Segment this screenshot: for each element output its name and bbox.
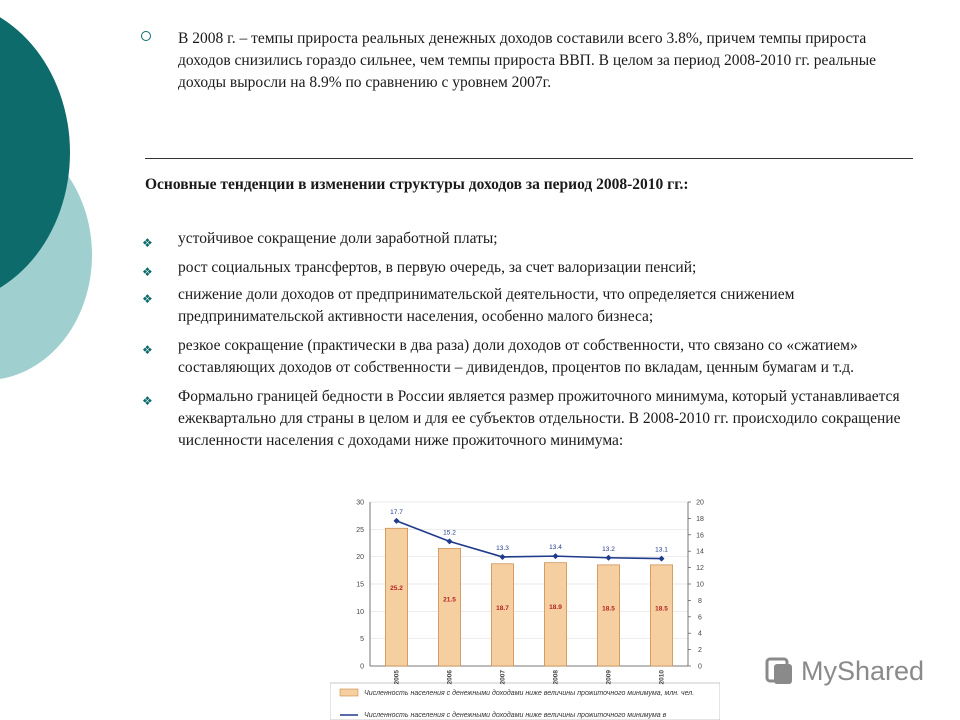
list-item-text: рост социальных трансфертов, в первую очередь, за счет валоризации пенсий;	[178, 259, 697, 276]
diamond-bullet-icon: ❖	[142, 265, 153, 279]
list-item	[140, 228, 920, 250]
bar-value-label: 18.5	[655, 605, 668, 613]
right-tick-label: 6	[698, 614, 702, 622]
x-tick-label: 2008	[552, 670, 560, 685]
watermark-logo	[765, 655, 924, 687]
bar	[438, 548, 460, 666]
bar	[650, 565, 672, 666]
left-tick-label: 0	[360, 663, 364, 671]
right-tick-label: 8	[698, 597, 702, 605]
bar	[491, 564, 513, 666]
bar	[597, 565, 619, 666]
list-item-text: резкое сокращение (практически в два раза) доли доходов от собственности, что связано со «сжатием» составляющих доходов от собственности – дивидендов, процентов по вкладам, ценным бумагам и т.д.	[178, 337, 858, 376]
x-tick-label: 2010	[658, 670, 666, 685]
list-item-text: устойчивое сокращение доли заработной платы;	[178, 230, 498, 247]
x-tick-label: 2007	[499, 670, 507, 685]
right-tick-label: 2	[698, 647, 702, 655]
poverty-chart	[330, 494, 720, 720]
legend-bar-swatch	[340, 689, 358, 696]
list-item	[140, 335, 920, 379]
right-tick-label: 16	[696, 532, 704, 540]
right-tick-label: 0	[698, 663, 702, 671]
bar-value-label: 18.7	[496, 604, 509, 612]
left-tick-label: 5	[360, 636, 364, 644]
list-item	[140, 257, 920, 279]
watermark-text: MyShared	[801, 655, 925, 686]
right-tick-label: 4	[698, 630, 702, 638]
line-value-label: 13.4	[549, 544, 562, 552]
line-value-label: 17.7	[390, 508, 403, 516]
line-value-label: 13.2	[602, 545, 615, 553]
list-item	[140, 386, 920, 452]
left-tick-label: 25	[356, 526, 364, 534]
right-tick-label: 12	[696, 565, 704, 573]
x-tick-label: 2009	[605, 670, 613, 685]
diamond-bullet-icon: ❖	[142, 394, 153, 408]
list-item-text: Формально границей бедности в России является размер прожиточного минимума, который устанавливается ежеквартально для страны в целом и для ее субъектов отдельности. В 2008-2010 гг. происходило сокращение численности населения с доходами ниже прожиточного минимума:	[178, 388, 901, 449]
diamond-bullet-icon: ❖	[142, 343, 153, 357]
x-tick-label: 2006	[446, 670, 454, 685]
intro-paragraph: В 2008 г. – темпы прироста реальных денежных доходов составили всего 3.8%, причем темпы прироста доходов снизились гораздо сильнее, чем темпы прироста ВВП. В целом за период 2008-2010 гг. реальные доходы выросли на 8.9% по сравнению с уровнем 2007г.	[178, 30, 877, 91]
list-item-text: снижение доли доходов от предпринимательской деятельности, что определяется снижением предпринимательской активности населения, особенно малого бизнеса;	[178, 286, 795, 325]
legend-bar-label-1: Численность населения с денежными доходами ниже величины прожиточного минимума, млн. чел.	[364, 690, 695, 697]
left-tick-label: 20	[356, 554, 364, 562]
x-tick-label: 2005	[393, 670, 401, 685]
right-tick-label: 20	[696, 499, 704, 507]
horizontal-divider	[145, 158, 913, 159]
bar-value-label: 18.9	[549, 604, 562, 612]
bar	[544, 563, 566, 666]
legend-line-label: Численность населения с денежными доходами ниже величины прожиточного минимума в	[364, 712, 667, 719]
left-tick-label: 30	[356, 499, 364, 507]
line-value-label: 13.3	[496, 544, 509, 552]
line-value-label: 13.1	[655, 546, 668, 554]
section-heading: Основные тенденции в изменении структуры доходов за период 2008-2010 гг.:	[145, 176, 689, 193]
left-tick-label: 10	[356, 608, 364, 616]
right-tick-label: 10	[696, 581, 704, 589]
diamond-bullet-icon: ❖	[142, 292, 153, 306]
right-tick-label: 18	[696, 515, 704, 523]
hollow-circle-bullet-icon	[141, 31, 151, 41]
bar	[385, 528, 407, 666]
line-value-label: 15.2	[443, 529, 456, 537]
bar-value-label: 21.5	[443, 596, 456, 604]
bar-value-label: 18.5	[602, 605, 615, 613]
myshared-logo-icon	[765, 655, 795, 687]
list-item	[140, 284, 920, 328]
trend-list	[140, 228, 920, 455]
bar-value-label: 25.2	[390, 585, 403, 593]
right-tick-label: 14	[696, 548, 704, 556]
diamond-bullet-icon: ❖	[142, 236, 153, 250]
left-tick-label: 15	[356, 581, 364, 589]
